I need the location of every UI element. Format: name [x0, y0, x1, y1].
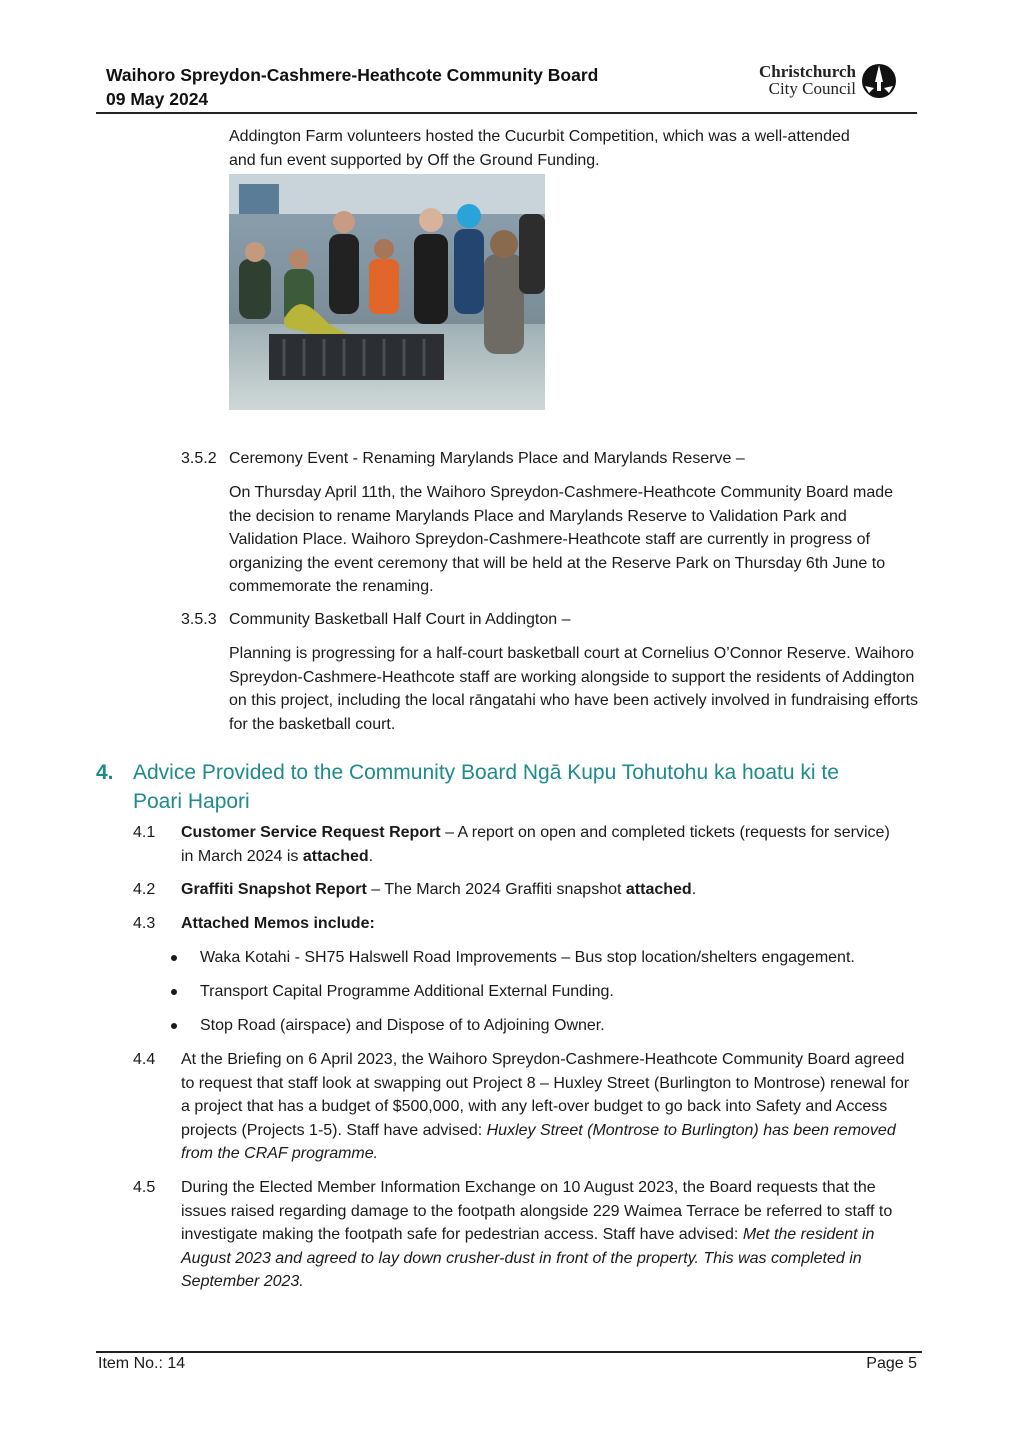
item-4-4	[181, 1048, 919, 1166]
section-heading-3-5-3: Community Basketball Half Court in Addington –	[229, 611, 571, 628]
memo-item: Transport Capital Programme Additional External Funding.	[200, 983, 614, 1000]
section-heading-3-5-2: Ceremony Event - Renaming Marylands Place and Marylands Reserve –	[229, 450, 745, 467]
header-rule	[96, 112, 917, 114]
item-4-3-label: Attached Memos include:	[181, 915, 375, 932]
item-4-1	[181, 821, 901, 868]
section-body-3-5-2: On Thursday April 11th, the Waihoro Spreydon-Cashmere-Heathcote Community Board made the decision to rename Marylands Place and Marylands Reserve to Validation Park and Validation Place. Waihoro Spreydon-Cashmere-Heathcote staff are currently in progress of organizing the event ceremony that will be held at the Reserve Park on Thursday 6th June to commemorate the renaming.	[229, 484, 894, 595]
item-4-5-text: During the Elected Member Information Exchange on 10 August 2023, the Board requests that the issues raised regarding damage to the footpath alongside 229 Waimea Terrace be referred to staff to investigate making the footpath safe for pedestrian access. Staff have advised:	[181, 1179, 893, 1243]
memo-item: Stop Road (airspace) and Dispose of to Adjoining Owner.	[200, 1017, 605, 1034]
footer-rule	[96, 1351, 922, 1353]
item-4-4-staff-advice: Huxley Street (Montrose to Burlington) has been removed from the CRAF programme.	[181, 1121, 896, 1162]
intro-paragraph: Addington Farm volunteers hosted the Cucurbit Competition, which was a well-attended and fun event supported by Off the Ground Funding.	[229, 128, 850, 169]
board-name: Waihoro Spreydon-Cashmere-Heathcote Community Board	[106, 65, 599, 85]
item-4-1-end: .	[368, 847, 374, 865]
cucurbit-competition-photo	[229, 174, 545, 410]
item-4-5	[181, 1176, 919, 1294]
item-number-4-3: 4.3	[133, 915, 156, 932]
section-4-title-line1: Advice Provided to the Community Board Ngā Kupu Tohutohu ka hoatu ki te	[133, 761, 839, 784]
section-number-3-5-2: 3.5.2	[181, 450, 217, 467]
meeting-date: 09 May 2024	[106, 89, 209, 109]
item-number-4-4: 4.4	[133, 1051, 156, 1068]
bullet-dot	[171, 955, 177, 961]
logo-text-line2: City Council	[768, 79, 856, 98]
item-4-1-text: – A report on open and completed tickets (requests for service) in March 2024 is	[181, 824, 890, 865]
section-4-number: 4.	[96, 761, 114, 784]
item-number-4-1: 4.1	[133, 824, 156, 841]
logo-text-line1: Christchurch	[759, 62, 856, 81]
item-4-1-attached: attached	[302, 847, 369, 865]
section-4-title-line2: Poari Hapori	[133, 790, 250, 813]
footer-item-number: Item No.: 14	[98, 1355, 186, 1372]
bullet-dot	[171, 989, 177, 995]
item-4-2-attached: attached	[625, 881, 692, 898]
item-4-4-text: At the Briefing on 6 April 2023, the Waihoro Spreydon-Cashmere-Heathcote Community Board agreed to request that staff look at swapping out Project 8 – Huxley Street (Burlington to Montrose) renewal for a project that has a budget of $500,000, with any left-over budget to go back into Safety and Access projects (Projects 1-5). Staff have advised:	[181, 1051, 910, 1139]
footer-page-number: Page 5	[866, 1355, 917, 1372]
item-4-2-text: – The March 2024 Graffiti snapshot	[366, 881, 626, 898]
item-number-4-5: 4.5	[133, 1179, 156, 1196]
council-logo	[746, 62, 898, 102]
section-number-3-5-3: 3.5.3	[181, 611, 217, 628]
memo-item: Waka Kotahi - SH75 Halswell Road Improvements – Bus stop location/shelters engagement.	[200, 949, 855, 966]
section-body-3-5-3: Planning is progressing for a half-court basketball court at Cornelius O’Connor Reserve. Waihoro Spreydon-Cashmere-Heathcote staff are working alongside to support the residents of Addington on this project, including the local rāngatahi who have been actively involved in fundraising efforts for the basketball court.	[229, 645, 919, 733]
cathedral-spire-icon	[860, 62, 898, 100]
item-4-2-end: .	[691, 881, 697, 898]
item-4-2-label: Graffiti Snapshot Report	[181, 881, 367, 898]
document-header-title	[106, 63, 598, 111]
item-4-1-label: Customer Service Request Report	[181, 824, 441, 841]
item-4-5-staff-advice: Met the resident in August 2023 and agreed to lay down crusher-dust in front of the property. This was completed in September 2023.	[181, 1226, 875, 1290]
item-number-4-2: 4.2	[133, 881, 156, 898]
section-4-title	[133, 758, 933, 816]
bullet-dot	[171, 1023, 177, 1029]
item-4-2	[181, 878, 901, 902]
